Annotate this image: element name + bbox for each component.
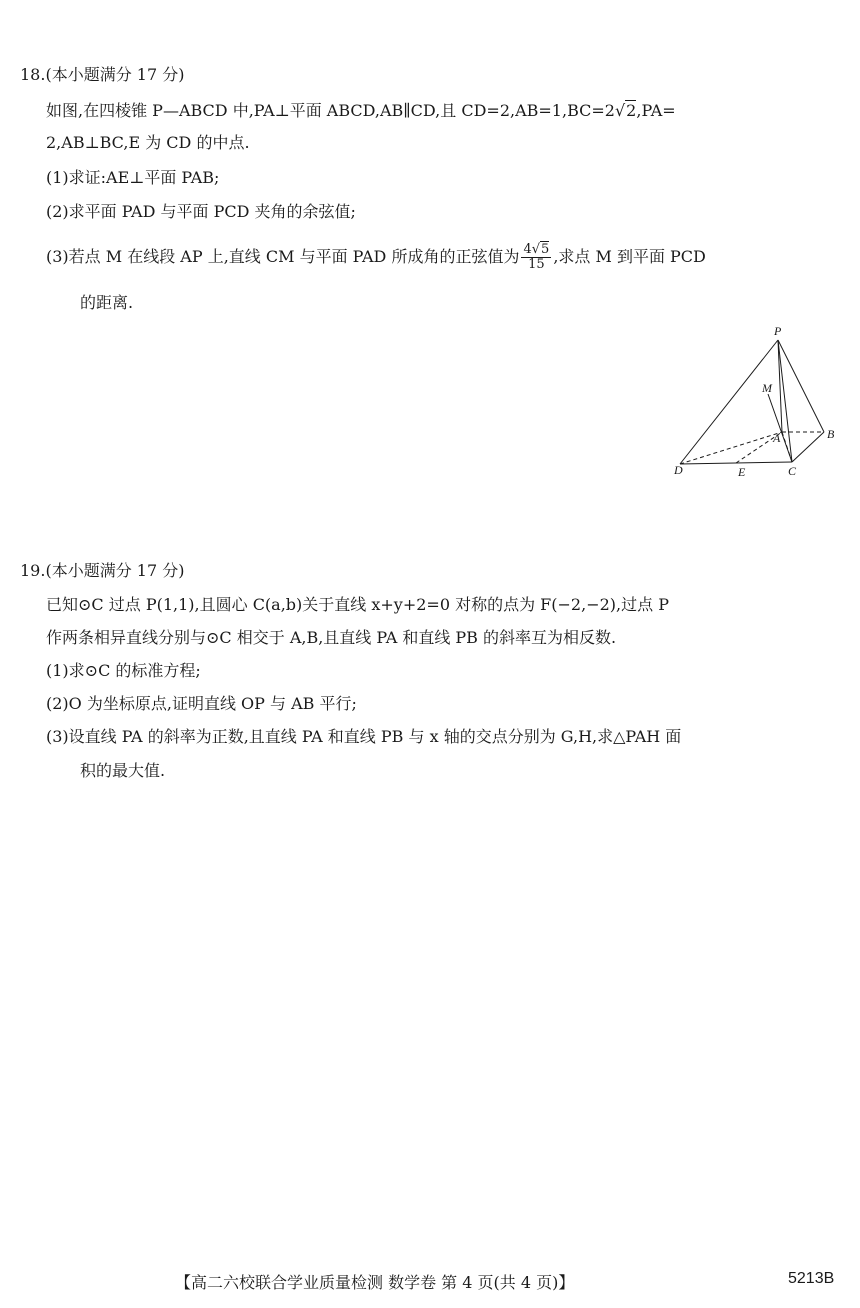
numerator-coeff: 4 [523,242,532,257]
label-P: P [774,324,782,338]
edge-DA-dashed [680,432,782,464]
fraction-numerator: 4√5 [523,242,550,257]
edge-PB [778,340,824,432]
label-M: M [762,381,772,395]
q18-stem-line1-prefix: 如图,在四棱锥 P—ABCD 中,PA⊥平面 ABCD,AB∥CD,且 CD=2,AB=1,BC=2 [46,101,615,120]
q18-stem-line1 [46,98,676,121]
footer-title: 【高二六校联合学业质量检测 数学卷 第 4 页(共 4 页)】 [175,1273,575,1292]
label-A: A [773,431,781,445]
q19-part1: (1)求⊙C 的标准方程; [46,661,201,680]
q18-part1: (1)求证:AE⊥平面 PAB; [46,168,220,187]
label-D: D [674,463,683,477]
q18-stem-line2: 2,AB⊥BC,E 为 CD 的中点. [46,133,250,152]
edge-PD [680,340,778,464]
q19-header: 19.(本小题满分 17 分) [20,561,185,580]
label-E: E [738,465,746,479]
sqrt-symbol: √ [614,101,626,120]
q18-stem-sqrt-value: 2 [626,101,637,120]
footer-code: 5213B [788,1270,835,1287]
q19-part3-line1: (3)设直线 PA 的斜率为正数,且直线 PA 和直线 PB 与 x 轴的交点分别为 G,H,求△PAH 面 [46,727,682,746]
q18-header: 18.(本小题满分 17 分) [20,65,185,84]
fraction [521,243,551,272]
q18-part2: (2)求平面 PAD 与平面 PCD 夹角的余弦值; [46,202,356,221]
pyramid-figure [672,322,842,482]
q18-stem-line1-suffix: ,PA= [636,101,676,120]
label-B: B [827,427,835,441]
q19-stem-line1: 已知⊙C 过点 P(1,1),且圆心 C(a,b)关于直线 x+y+2=0 对称的点为 F(−2,−2),过点 P [46,595,669,614]
q18-part3-prefix: (3)若点 M 在线段 AP 上,直线 CM 与平面 PAD 所成角的正弦值为 [46,247,520,266]
fraction-denominator: 15 [528,257,545,272]
q19-part2: (2)O 为坐标原点,证明直线 OP 与 AB 平行; [46,694,357,713]
q18-part3-line1 [46,243,706,272]
edge-CB [792,432,824,462]
q19-part3-line2: 积的最大值. [80,761,166,780]
label-C: C [788,464,797,478]
q19-stem-line2: 作两条相异直线分别与⊙C 相交于 A,B,且直线 PA 和直线 PB 的斜率互为相反数. [46,628,617,647]
q18-part3-line2: 的距离. [80,293,134,312]
q18-part3-suffix: ,求点 M 到平面 PCD [553,247,706,266]
numerator-sqrt: 5 [541,242,550,257]
